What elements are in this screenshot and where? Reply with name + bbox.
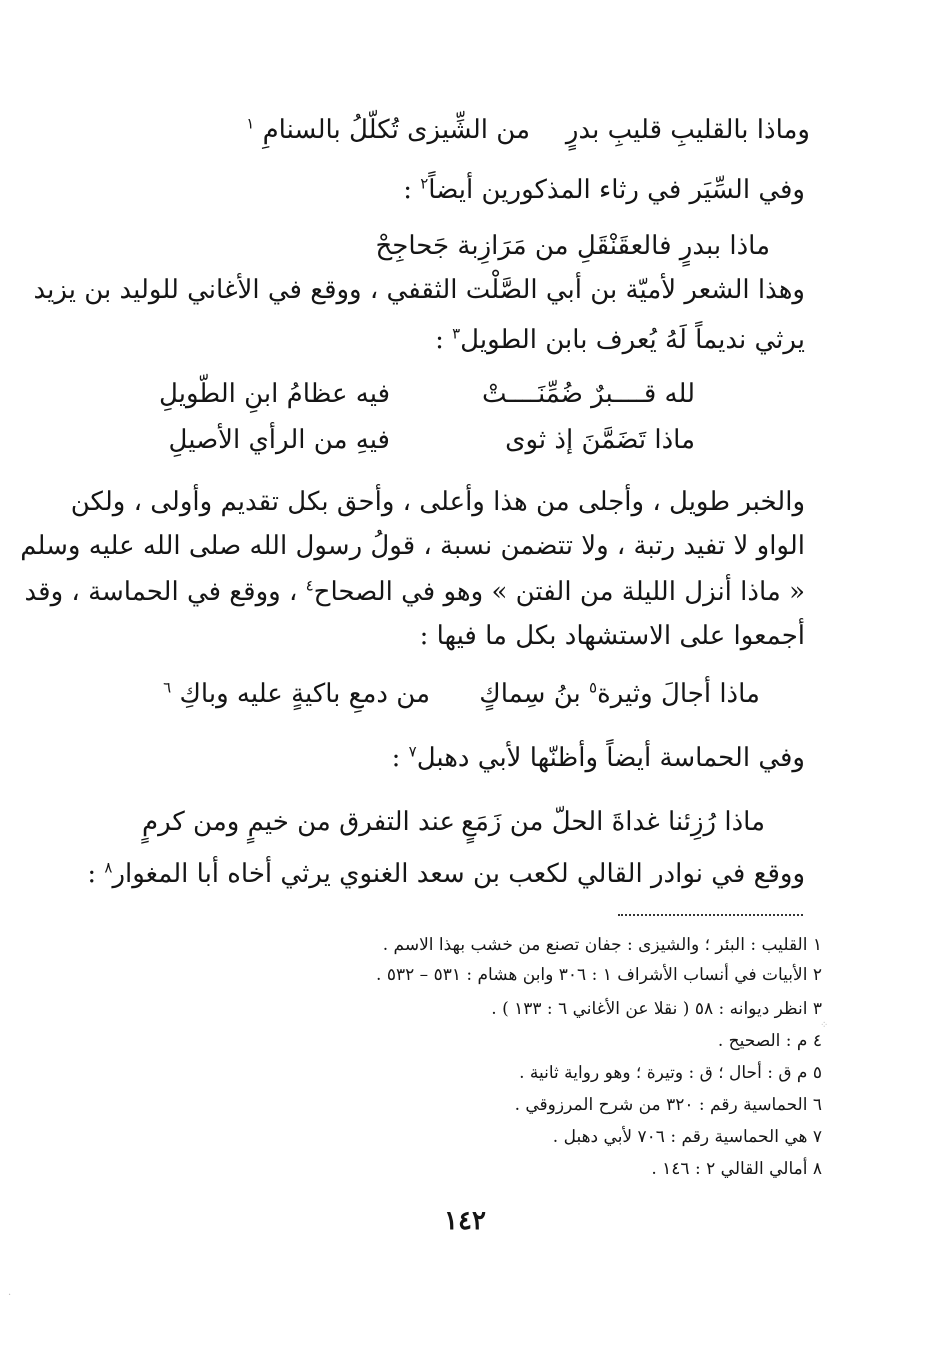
verse2: ماذا ببدرٍ فالعقَنْقَلِ من مَرَازِبة جَحاجِحْ: [375, 231, 770, 261]
scan-speck: ·: [8, 1290, 12, 1301]
body-line: يرثي نديماً لَهُ يُعرف بابن الطويل$^٣$ :: [435, 324, 805, 355]
verse5-left-hemistich: من دمعِ باكيةٍ عليه وباكِ $^٦$: [163, 678, 430, 709]
footnote-ref: ٢: [420, 174, 429, 193]
body-line: أجمعوا على الاستشهاد بكل ما فيها :: [419, 621, 805, 651]
verse3-left-hemistich: فيه عظامُ ابنِ الطّويلِ: [159, 379, 390, 409]
body-line: وفي الحماسة أيضاً وأظنّها لأبي دهبل$^٧$ :: [391, 742, 805, 773]
footnote-ref: ٦: [163, 678, 172, 697]
page-number: ١٤٢: [444, 1206, 486, 1236]
footnote-ref: ٥: [589, 678, 598, 697]
footnote-separator: [618, 914, 803, 916]
footnote: ٢ الأبيات في أنساب الأشراف ١ : ٣٠٦ وابن هشام : ٥٣١ – ٥٣٢ .: [376, 965, 822, 985]
body-line: وفي السِّيَر في رثاء المذكورين أيضاً$^٢$ :: [403, 174, 805, 205]
footnote: ٣ انظر ديوانه : ٥٨ ( نقلا عن الأغاني ٦ : ١٣٣ ) .: [491, 999, 822, 1019]
footnote: ٨ أمالي القالي ٢ : ١٤٦ .: [651, 1159, 822, 1179]
body-line: والخبر طويل ، وأجلى من هذا وأعلى ، وأحق بكل تقديم وأولى ، ولكن: [70, 487, 805, 517]
verse5-right-hemistich: ماذا أجالَ وثيرة$^٥$ بنُ سِماكٍ: [479, 678, 760, 709]
body-line: « ماذا أنزل الليلة من الفتن » وهو في الصحاح$^٤$ ، ووقع في الحماسة ، وقد: [24, 576, 805, 607]
footnote-ref: ٧: [408, 742, 417, 761]
verse1-left-hemistich: من الشِّيزى تُكلّلُ بالسنامِ $^١$: [246, 114, 530, 145]
footnote: ٤ م : الصحيح .: [717, 1031, 822, 1051]
footnote-ref: ١: [246, 114, 255, 133]
footnote: ٧ هي الحماسية رقم : ٧٠٦ لأبي دهبل .: [552, 1127, 822, 1147]
verse4-right-hemistich: ماذا تَضَمَّنَ إذ ثوى: [505, 425, 695, 455]
footnote: ١ القليب : البئر ؛ والشيزى : جفان تصنع من خشب بهذا الاسم .: [382, 935, 822, 955]
body-line: ووقع في نوادر القالي لكعب بن سعد الغنوي يرثي أخاه أبا المغوار$^٨$ :: [87, 858, 805, 889]
verse4-left-hemistich: فيهِ من الرأي الأصيلِ: [168, 425, 390, 455]
footnote: ٦ الحماسية رقم : ٣٢٠ من شرح المرزوقي .: [514, 1095, 822, 1115]
verse3-right-hemistich: لله قــــبرٌ ضُمِّنَــــتْ: [481, 379, 695, 409]
scan-speck: ⁘: [820, 1020, 829, 1031]
body-line: وهذا الشعر لأميّة بن أبي الصَّلْت الثقفي ، ووقع في الأغاني للوليد بن يزيد: [33, 275, 805, 305]
footnote: ٥ م ق : أحال ؛ ق : وتيرة ؛ وهو رواية ثانية .: [519, 1063, 822, 1083]
body-line: الواو لا تفيد رتبة ، ولا تتضمن نسبة ، قولُ رسول الله صلى الله عليه وسلم: [20, 531, 805, 561]
footnote-ref: ٣: [452, 324, 461, 343]
footnote-ref: ٨: [104, 858, 113, 877]
footnote-ref: ٤: [305, 576, 314, 595]
verse6-right-hemistich: ماذا رُزِئنا غداةَ الحلّ من زَمَعٍ: [461, 807, 765, 837]
verse1-right-hemistich: وماذا بالقليبِ قليبِ بدرٍ: [565, 115, 810, 145]
verse6-left-hemistich: عند التفرق من خيمٍ ومن كرمٍ: [141, 807, 455, 837]
